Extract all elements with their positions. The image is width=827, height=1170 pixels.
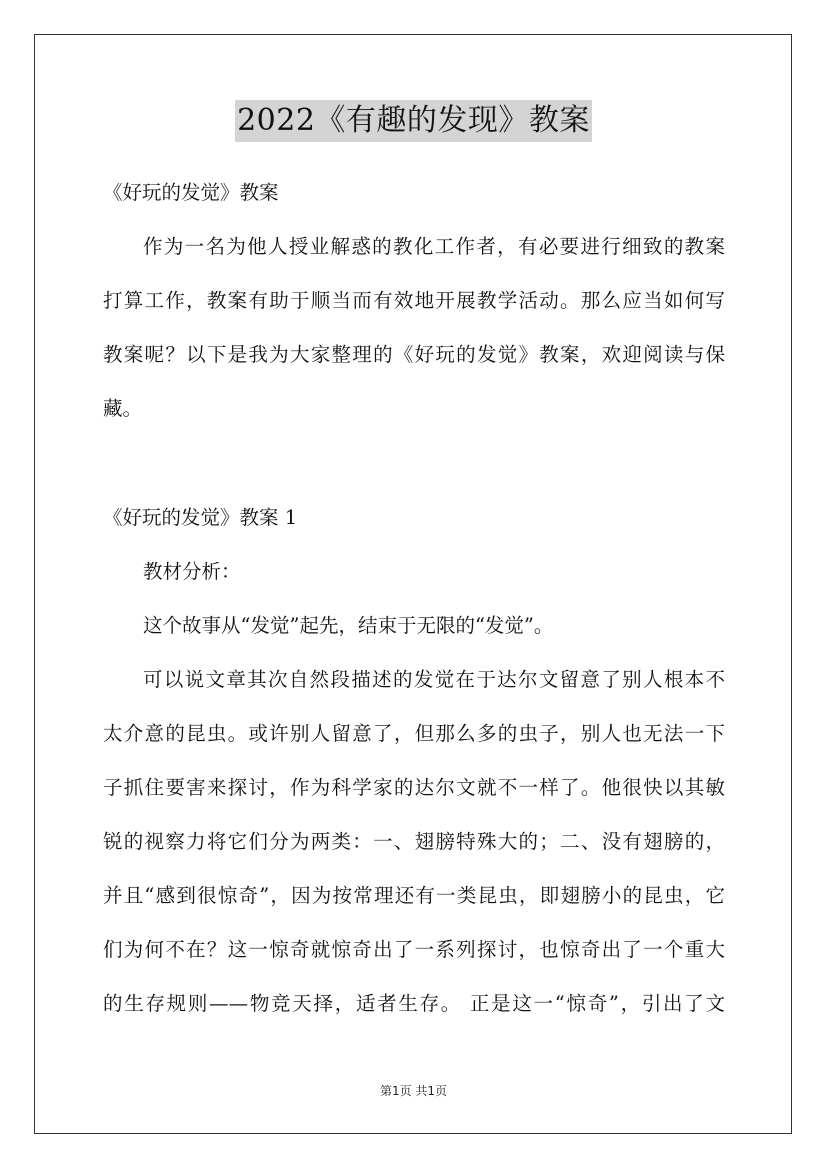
paragraph-line: 作为一名为他人授业解惑的教化工作者，有必要进行细致的教案 (143, 235, 725, 258)
paragraph-line: 教案呢？以下是我为大家整理的《好玩的发觉》教案，欢迎阅读与保 (103, 343, 725, 366)
heading-text: 《好玩的发觉》教案 (103, 181, 279, 204)
paragraph-line: 太介意的昆虫。或许别人留意了，但那么多的虫子，别人也无法一下 (103, 722, 725, 745)
section-heading-intro (103, 166, 725, 220)
story-line: 这个故事从“发觉”起先，结束于无限的“发觉”。 (143, 614, 554, 637)
paragraph-line: 可以说文章其次自然段描述的发觉在于达尔文留意了别人根本不 (143, 668, 725, 691)
heading-text: 《好玩的发觉》教案 1 (103, 506, 298, 529)
material-label: 教材分析： (143, 560, 241, 583)
paragraph-line: 子抓住要害来探讨，作为科学家的达尔文就不一样了。他很快以其敏 (103, 776, 725, 799)
paragraph-line: 打算工作，教案有助于顺当而有效地开展教学活动。那么应当如何写 (103, 289, 725, 312)
document-title: 2022《有趣的发现》教案 (235, 100, 592, 142)
title-wrap (0, 100, 827, 142)
analysis-paragraph (103, 653, 725, 1031)
paragraph-line: 锐的视察力将它们分为两类：一、翅膀特殊大的；二、没有翅膀的， (103, 830, 725, 853)
page-footer (0, 1082, 827, 1099)
material-analysis (103, 545, 725, 653)
paragraph-line: 藏。 (103, 397, 143, 420)
paragraph-line: 的生存规则——物竞天择，适者生存。 正是这一“惊奇”，引出了文 (103, 992, 725, 1015)
paragraph-line: 并且“感到很惊奇”，因为按常理还有一类昆虫，即翅膀小的昆虫，它 (103, 884, 725, 907)
paragraph-line: 们为何不在？这一惊奇就惊奇出了一系列探讨，也惊奇出了一个重大 (103, 938, 725, 961)
section-heading-lesson-1 (103, 491, 725, 545)
page-number: 第1页 共1页 (379, 1084, 448, 1098)
intro-paragraph (103, 220, 725, 436)
